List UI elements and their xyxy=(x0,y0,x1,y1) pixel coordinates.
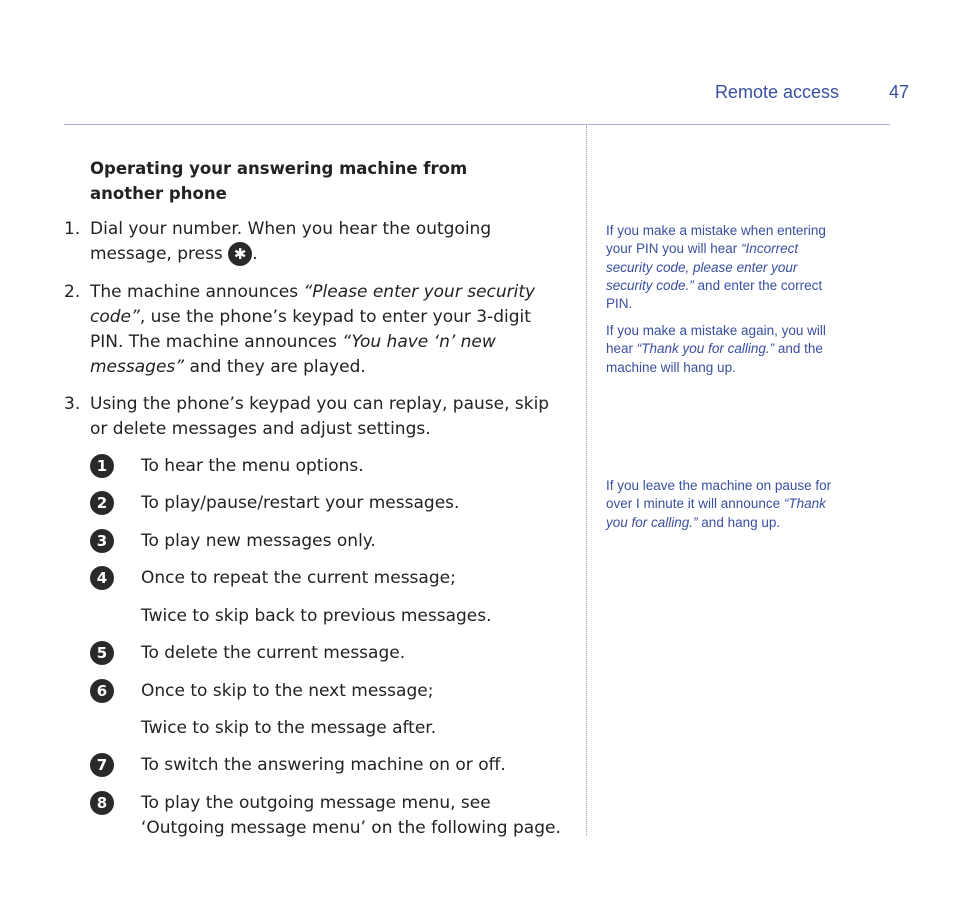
security-code-quote: “Please enter your security code” xyxy=(90,282,536,327)
key-3-icon: 3 xyxy=(90,529,114,553)
side-note-second-mistake xyxy=(606,322,846,377)
key-row-1 xyxy=(90,454,564,480)
key-row-4 xyxy=(90,566,564,592)
key-description: To hear the menu options. xyxy=(141,456,364,476)
key-4-sub-description: Twice to skip back to previous messages. xyxy=(141,606,492,626)
step-text: Using the phone’s keypad you can replay, pause, skip or delete messages and adjust settings. xyxy=(90,394,550,439)
note-2-text-a: If you make a mistake again, you will hear xyxy=(606,323,826,357)
note-1-text-b: and enter the correct PIN. xyxy=(606,277,823,312)
step-number: 1. xyxy=(64,219,81,239)
key-row-3 xyxy=(90,529,564,555)
new-messages-quote: “You have ‘n’ new messages” xyxy=(90,332,496,377)
key-description: To switch the answering machine on or off. xyxy=(141,755,506,775)
key-description: Once to repeat the current message; xyxy=(141,568,456,588)
key-description: To play the outgoing message menu, see ‘Outgoing message menu’ on the following page. xyxy=(141,793,561,838)
step-2-text-b: , use the phone’s keypad to enter your 3-digit PIN. The machine announces xyxy=(90,307,531,352)
note-1-quote: “Incorrect security code, please enter your security code.” xyxy=(606,241,799,293)
key-description: To play/pause/restart your messages. xyxy=(141,493,460,513)
key-6-icon: 6 xyxy=(90,679,114,703)
side-note-pause-timeout xyxy=(606,477,846,532)
key-description: Once to skip to the next message; xyxy=(141,681,434,701)
key-1-icon: 1 xyxy=(90,454,114,478)
key-4-icon: 4 xyxy=(90,566,114,590)
step-number: 2. xyxy=(64,282,81,302)
note-2-text-b: and the machine will hang up. xyxy=(606,341,823,375)
section-heading: Operating your answering machine from another phone xyxy=(90,159,468,203)
key-5-icon: 5 xyxy=(90,641,114,665)
section-title: Remote access xyxy=(714,82,839,102)
key-8-icon: 8 xyxy=(90,791,114,815)
key-description: To play new messages only. xyxy=(141,531,376,551)
key-row-6 xyxy=(90,679,564,705)
note-3-text-b: and hang up. xyxy=(697,514,781,530)
note-3-quote: “Thank you for calling.” xyxy=(606,496,826,530)
step-1-text: Dial your number. When you hear the outgoing message, press xyxy=(90,219,492,264)
key-row-5 xyxy=(90,641,564,667)
step-2-text-a: The machine announces xyxy=(90,282,304,302)
note-3-text-a: If you leave the machine on pause for over I minute it will announce xyxy=(606,478,832,512)
side-note-pin-mistake xyxy=(606,222,846,313)
key-description: To delete the current message. xyxy=(141,643,406,663)
key-row-8 xyxy=(90,791,564,843)
header-rule xyxy=(64,124,890,125)
step-1-end: . xyxy=(252,244,258,264)
key-row-7 xyxy=(90,753,564,779)
key-2-icon: 2 xyxy=(90,491,114,515)
step-2-text-c: and they are played. xyxy=(184,357,366,377)
key-6-sub-description: Twice to skip to the message after. xyxy=(141,718,437,738)
note-1-text-a: If you make a mistake when entering your PIN you will hear xyxy=(606,223,826,257)
key-7-icon: 7 xyxy=(90,753,114,777)
step-number: 3. xyxy=(64,394,81,414)
star-key-icon: ✱ xyxy=(228,242,252,266)
key-row-2 xyxy=(90,491,564,517)
page-number: 47 xyxy=(888,82,909,102)
step-text xyxy=(90,217,564,267)
step-text xyxy=(90,280,564,380)
note-2-quote: “Thank you for calling.” xyxy=(636,341,775,357)
column-divider xyxy=(586,126,587,836)
